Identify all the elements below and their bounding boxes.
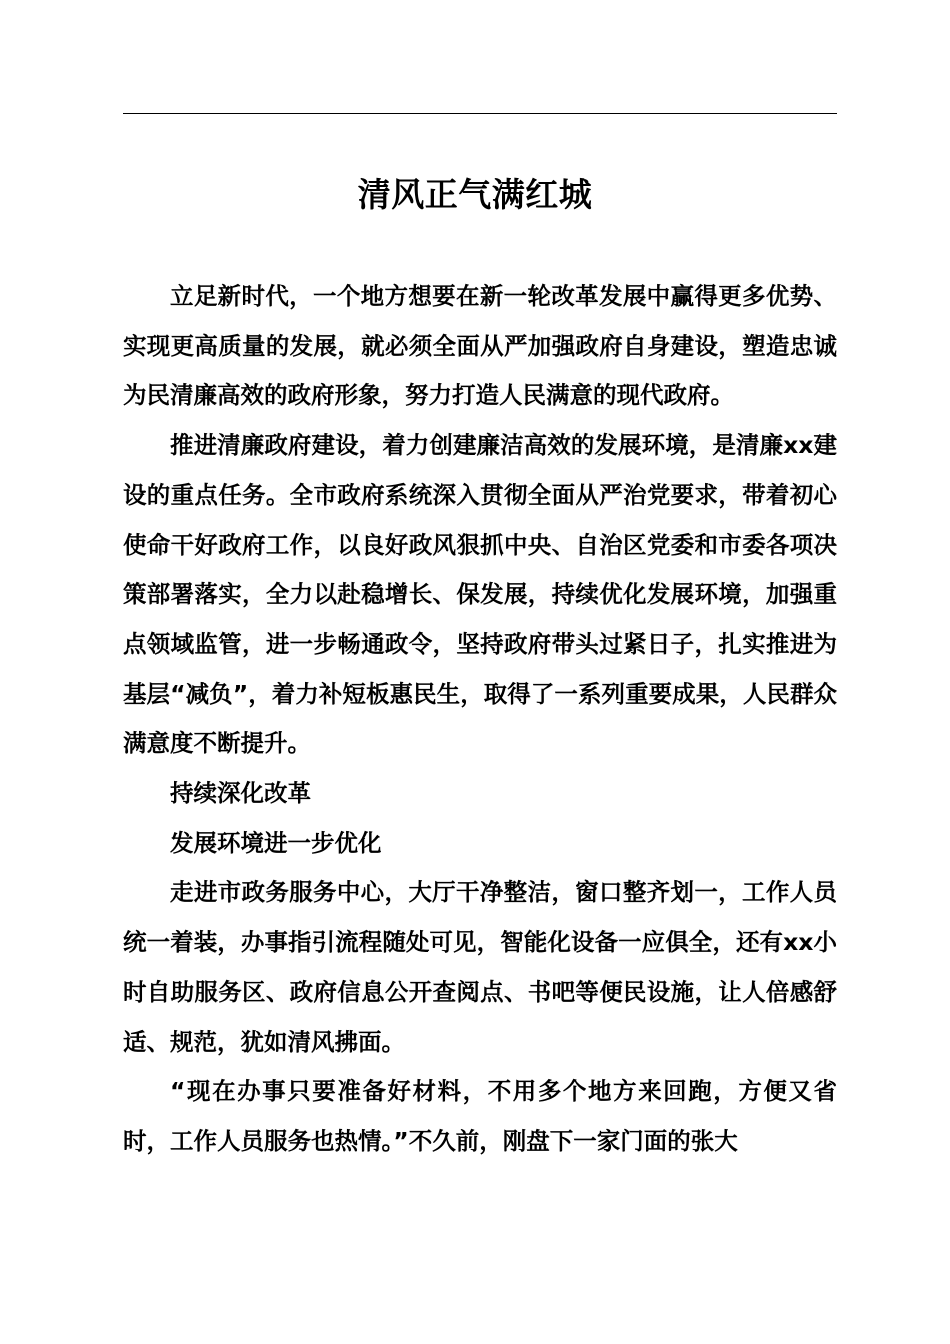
paragraph-clean-government: 推进清廉政府建设，着力创建廉洁高效的发展环境，是清廉xx建设的重点任务。全市政府系统深入贯彻全面从严治党要求，带着初心使命干好政府工作，以良好政风狠抓中央、自治区党委和市委各项决策部署落实，全力以赴稳增长、保发展，持续优化发展环境，加强重点领域监管，进一步畅通政令，坚持政府带头过紧日子，扎实推进为基层“减负”，着力补短板惠民生，取得了一系列重要成果，人民群众满意度不断提升。 xyxy=(123,431,837,758)
subheading-reform: 持续深化改革 xyxy=(170,779,311,808)
document-body xyxy=(123,272,837,1167)
paragraph-service-center: 走进市政务服务中心，大厅干净整洁，窗口整齐划一，工作人员统一着装，办事指引流程随处可见，智能化设备一应俱全，还有xx小时自助服务区、政府信息公开查阅点、书吧等便民设施，让人倍感舒适、规范，犹如清风拂面。 xyxy=(123,878,837,1056)
paragraph-quote: “现在办事只要准备好材料，不用多个地方来回跑，方便又省时，工作人员服务也热情。”不久前，刚盘下一家门面的张大 xyxy=(123,1077,837,1155)
subheading-environment: 发展环境进一步优化 xyxy=(170,828,382,857)
header-rule xyxy=(123,113,837,114)
paragraph-intro: 立足新时代，一个地方想要在新一轮改革发展中赢得更多优势、实现更高质量的发展，就必须全面从严加强政府自身建设，塑造忠诚为民清廉高效的政府形象，努力打造人民满意的现代政府。 xyxy=(123,282,837,410)
document-title: 清风正气满红城 xyxy=(357,175,593,214)
